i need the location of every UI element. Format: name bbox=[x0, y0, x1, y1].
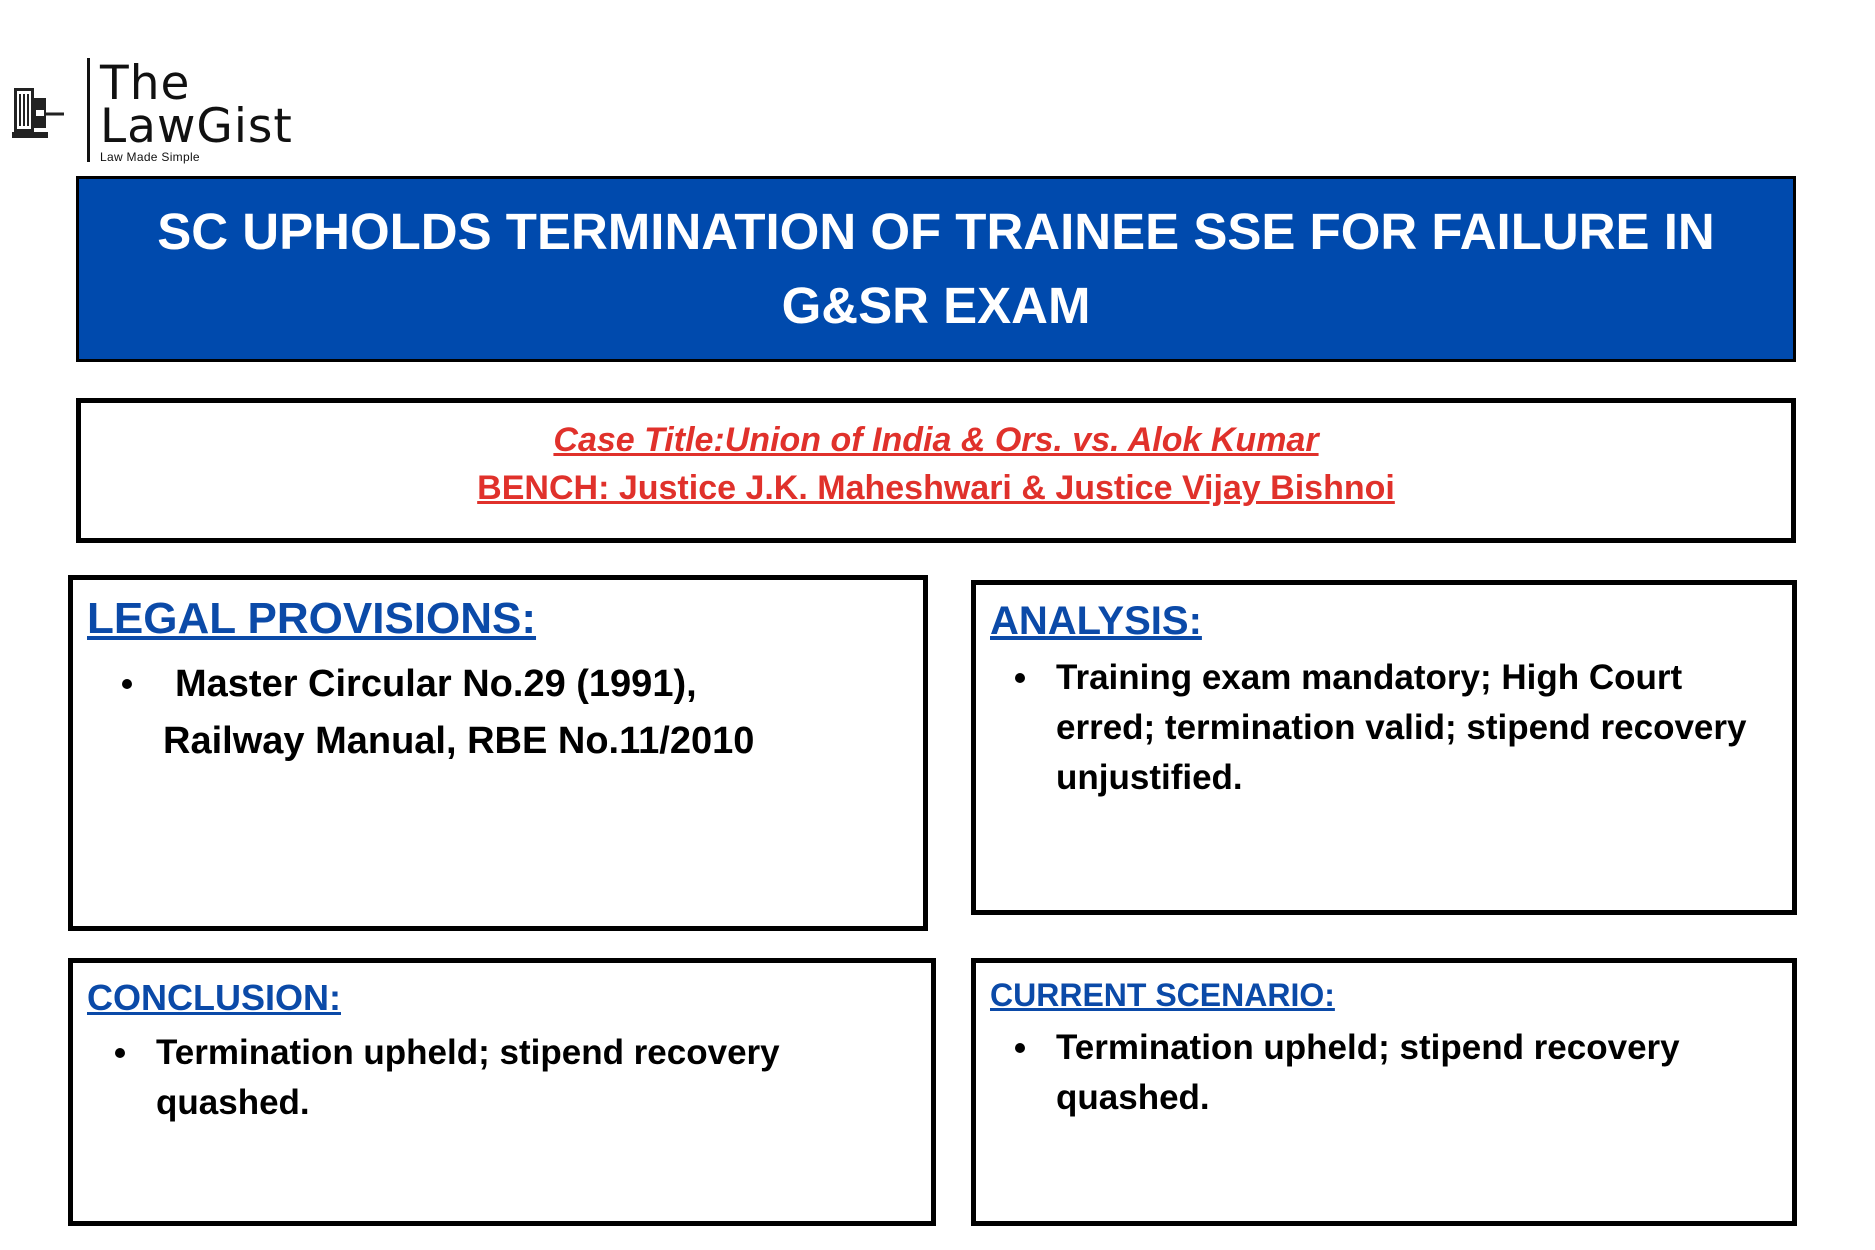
legal-provisions-heading: LEGAL PROVISIONS: bbox=[87, 594, 537, 643]
bench-info: BENCH: Justice J.K. Maheshwari & Justice Vijay Bishnoi bbox=[477, 469, 1395, 507]
analysis-list bbox=[1056, 653, 1776, 803]
list-item-line: Master Circular No.29 (1991), bbox=[175, 663, 697, 705]
conclusion-heading: CONCLUSION: bbox=[87, 977, 341, 1018]
legal-provisions-box bbox=[68, 575, 928, 931]
conclusion-box bbox=[68, 958, 936, 1226]
current-scenario-box bbox=[971, 958, 1797, 1226]
conclusion-list bbox=[156, 1028, 916, 1128]
current-scenario-list bbox=[1056, 1023, 1776, 1123]
analysis-heading: ANALYSIS: bbox=[990, 599, 1202, 643]
page-title: SC UPHOLDS TERMINATION OF TRAINEE SSE FOR FAILURE IN G&SR EXAM bbox=[157, 203, 1715, 334]
case-info-box bbox=[76, 398, 1796, 543]
analysis-box bbox=[971, 580, 1797, 915]
legal-provisions-list bbox=[163, 656, 903, 770]
list-item: Training exam mandatory; High Court erred; termination valid; stipend recovery unjustified. bbox=[1056, 653, 1776, 803]
list-item-line: Railway Manual, RBE No.11/2010 bbox=[163, 720, 755, 762]
logo bbox=[12, 58, 312, 168]
list-item: Termination upheld; stipend recovery quashed. bbox=[1056, 1023, 1776, 1123]
logo-text-lawgist: LawGist bbox=[100, 99, 293, 154]
list-item bbox=[163, 656, 903, 770]
logo-tagline: Law Made Simple bbox=[100, 150, 200, 164]
case-title: Case Title:Union of India & Ors. vs. Alok Kumar bbox=[553, 421, 1319, 459]
gavel-book-icon bbox=[12, 82, 66, 140]
title-banner bbox=[76, 176, 1796, 362]
logo-divider bbox=[87, 58, 90, 162]
list-item: Termination upheld; stipend recovery quashed. bbox=[156, 1028, 916, 1128]
logo-text-the: The bbox=[100, 56, 191, 111]
current-scenario-heading: CURRENT SCENARIO: bbox=[990, 977, 1335, 1013]
